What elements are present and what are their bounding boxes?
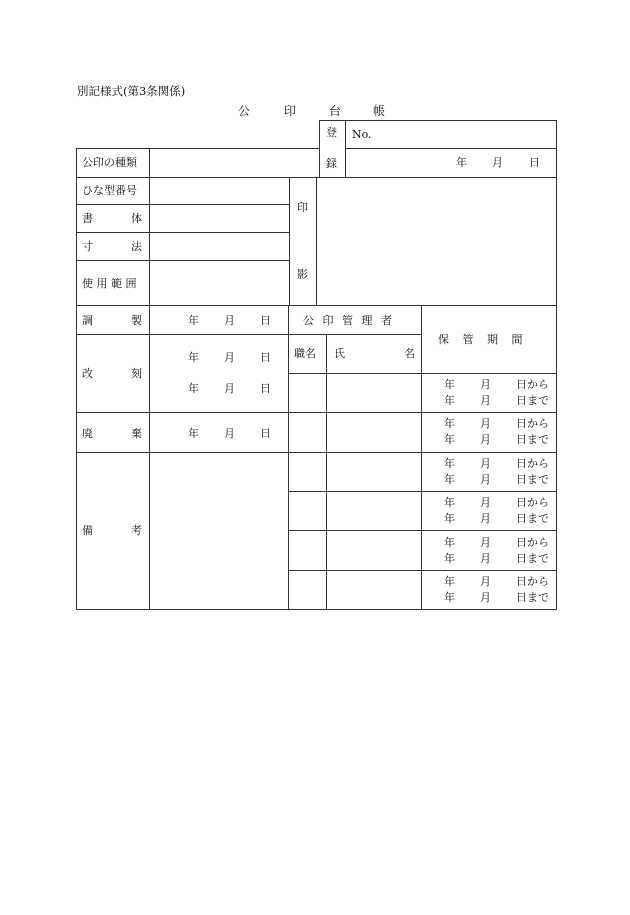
retention-6-from-year: 年 <box>444 575 455 588</box>
recarve-label-1: 改 <box>82 367 93 380</box>
template-number-label: ひな型番号 <box>82 184 137 197</box>
retention-4-until-month: 月 <box>480 512 491 525</box>
title-char-2: 印 <box>284 104 297 118</box>
retention-5-from-year: 年 <box>444 536 455 549</box>
form-reference: 別記様式(第3条関係) <box>77 84 186 98</box>
usage-scope-label: 使 用 範 囲 <box>82 277 137 290</box>
recarve-1-day: 日 <box>260 351 271 364</box>
retention-6-until-month: 月 <box>480 591 491 604</box>
retention-6-from-day: 日から <box>516 575 549 588</box>
retention-3-until-year: 年 <box>444 473 455 486</box>
recarve-label-2: 刻 <box>131 367 142 380</box>
registration-month: 月 <box>492 156 503 169</box>
retention-1-from-day: 日から <box>516 378 549 391</box>
recarve-2-day: 日 <box>260 382 271 395</box>
dimensions-label-1: 寸 <box>82 240 93 253</box>
retention-4-from-day: 日から <box>516 496 549 509</box>
title-char-1: 公 <box>238 104 251 118</box>
title-char-4: 帳 <box>373 104 386 118</box>
seal-type-label: 公印の種類 <box>82 156 137 169</box>
dimensions-label-2: 法 <box>131 240 142 253</box>
recarve-1-year: 年 <box>188 351 199 364</box>
retention-2-from-year: 年 <box>444 417 455 430</box>
manufacture-day: 日 <box>260 314 271 327</box>
retention-5-from-day: 日から <box>516 536 549 549</box>
remarks-label-2: 考 <box>131 524 142 537</box>
retention-5-from-month: 月 <box>480 536 491 549</box>
retention-5-until-year: 年 <box>444 552 455 565</box>
retention-5-until-day: 日まで <box>516 552 549 565</box>
registration-label-bottom: 録 <box>326 157 337 170</box>
manager-name-label-1: 氏 <box>334 347 345 360</box>
retention-heading: 保 管 期 間 <box>438 333 523 346</box>
disposal-label-1: 廃 <box>82 427 93 440</box>
manufacture-label-1: 調 <box>82 314 93 327</box>
disposal-day: 日 <box>260 427 271 440</box>
retention-2-until-year: 年 <box>444 433 455 446</box>
seal-impression-label-2: 影 <box>297 268 308 281</box>
retention-1-until-month: 月 <box>480 394 491 407</box>
title-char-3: 台 <box>329 104 342 118</box>
retention-2-from-month: 月 <box>480 417 491 430</box>
retention-5-until-month: 月 <box>480 552 491 565</box>
manufacture-month: 月 <box>224 314 235 327</box>
manager-name-label-2: 名 <box>404 347 415 360</box>
retention-1-until-year: 年 <box>444 394 455 407</box>
disposal-year: 年 <box>188 427 199 440</box>
disposal-month: 月 <box>224 427 235 440</box>
remarks-label-1: 備 <box>82 524 93 537</box>
seal-impression-label-1: 印 <box>297 201 308 214</box>
disposal-label-2: 棄 <box>131 427 142 440</box>
retention-2-until-month: 月 <box>480 433 491 446</box>
retention-6-until-year: 年 <box>444 591 455 604</box>
manufacture-year: 年 <box>188 314 199 327</box>
retention-3-until-day: 日まで <box>516 473 549 486</box>
retention-2-from-day: 日から <box>516 417 549 430</box>
manager-heading: 公 印 管 理 者 <box>303 314 392 327</box>
recarve-1-month: 月 <box>224 351 235 364</box>
recarve-2-year: 年 <box>188 382 199 395</box>
retention-3-from-day: 日から <box>516 457 549 470</box>
retention-6-from-month: 月 <box>480 575 491 588</box>
retention-4-from-year: 年 <box>444 496 455 509</box>
retention-3-from-month: 月 <box>480 457 491 470</box>
retention-4-from-month: 月 <box>480 496 491 509</box>
retention-6-until-day: 日まで <box>516 591 549 604</box>
manager-position-label: 職名 <box>294 347 316 360</box>
retention-4-until-year: 年 <box>444 512 455 525</box>
typeface-label-1: 書 <box>82 212 93 225</box>
registration-no-label: No. <box>352 128 372 141</box>
retention-3-until-month: 月 <box>480 473 491 486</box>
registration-year: 年 <box>456 156 467 169</box>
retention-3-from-year: 年 <box>444 457 455 470</box>
manufacture-label-2: 製 <box>131 314 142 327</box>
retention-1-from-year: 年 <box>444 378 455 391</box>
retention-1-from-month: 月 <box>480 378 491 391</box>
typeface-label-2: 体 <box>131 212 142 225</box>
recarve-2-month: 月 <box>224 382 235 395</box>
retention-1-until-day: 日まで <box>516 394 549 407</box>
registration-day: 日 <box>529 156 540 169</box>
retention-2-until-day: 日まで <box>516 433 549 446</box>
registration-label-top: 登 <box>326 126 337 139</box>
retention-4-until-day: 日まで <box>516 512 549 525</box>
